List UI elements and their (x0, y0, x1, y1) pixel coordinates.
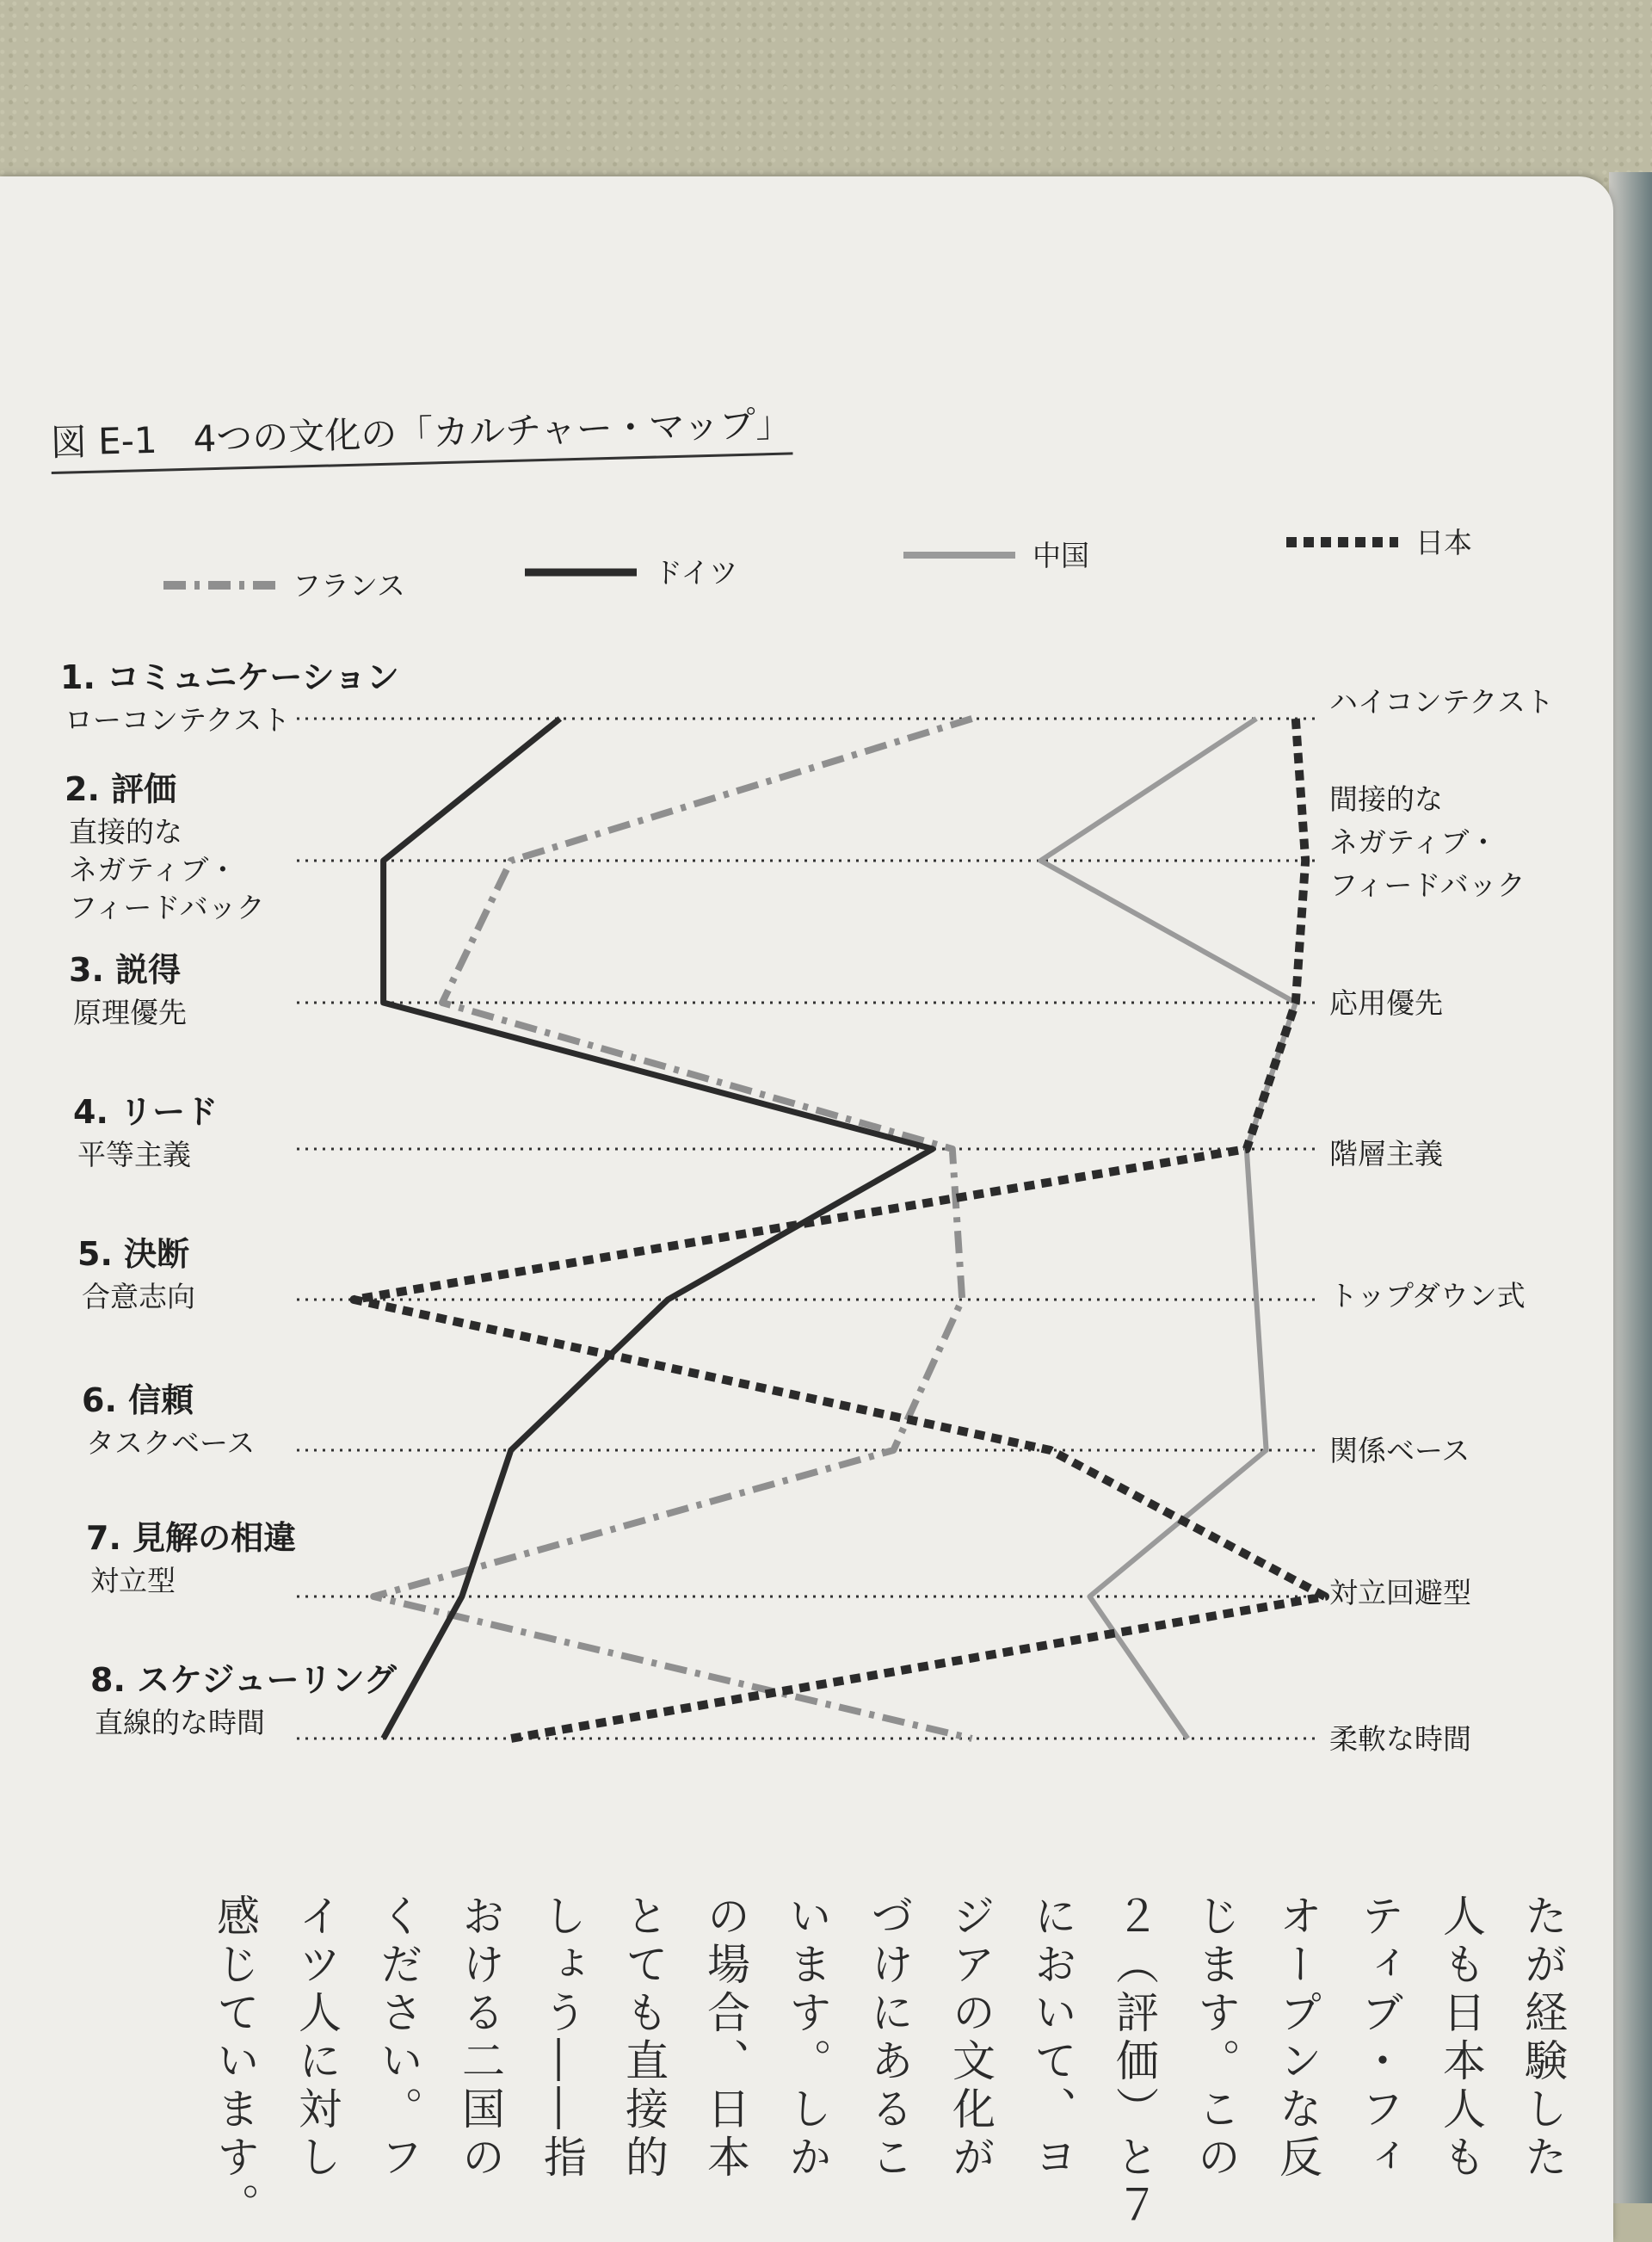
scale-left-end: タスクベース (86, 1426, 256, 1460)
scale-left-end: 平等主義 (77, 1138, 191, 1171)
scale-right-end: 応用優先 (1329, 986, 1443, 1020)
scale-left-label (90, 1661, 398, 1739)
body-text-column: オープンな反 (1273, 1893, 1322, 2183)
scale-left-label (69, 951, 187, 1029)
scale-left-label (86, 1519, 296, 1597)
body-text-column: 人も日本人も (1436, 1893, 1486, 2183)
body-text-column: たが経験した (1518, 1893, 1568, 2183)
body-text-column: イツ人に対し (292, 1893, 342, 2183)
series-line (384, 719, 933, 1739)
legend-item (903, 539, 1089, 572)
scale-right-end: 間接的な (1329, 782, 1443, 816)
body-text-column: ティブ・フィ (1354, 1893, 1404, 2183)
scale-title: 3. 説得 (69, 951, 182, 989)
body-text-column: の場合、日本 (700, 1893, 750, 2183)
figure-title: 図 E-1 4つの文化の「カルチャー・マップ」 (50, 395, 792, 474)
body-text-column: ２（評価）と７ (1109, 1893, 1159, 2231)
scale-right-end: 階層主義 (1329, 1137, 1443, 1170)
series-line (1040, 719, 1295, 1739)
scale-left-end: 原理優先 (73, 996, 187, 1029)
scale-right-end: ハイコンテクスト (1329, 685, 1555, 719)
scale-right-end: 関係ベース (1329, 1434, 1470, 1467)
legend-label: フランス (293, 569, 406, 602)
body-text-column: 感じています。 (210, 1893, 260, 2231)
scale-left-end: ネガティブ・ (69, 853, 237, 886)
scale-left-end: フィードバック (69, 891, 265, 924)
scale-left-end: 対立型 (90, 1564, 176, 1597)
body-text-column: とても直接的 (619, 1893, 669, 2183)
legend-label: 中国 (1032, 539, 1089, 572)
legend-item (163, 569, 405, 602)
body-text-column: ジアの文化が (946, 1893, 996, 2183)
legend-item (1286, 526, 1472, 559)
scale-left-end: 直接的な (69, 815, 182, 849)
body-text-column: ください。フ (373, 1893, 423, 2183)
scale-right-end: トップダウン式 (1329, 1279, 1526, 1312)
scale-right-end: 柔軟な時間 (1329, 1722, 1471, 1756)
scale-title: 7. 見解の相違 (86, 1519, 297, 1557)
legend-label: 日本 (1415, 526, 1472, 559)
scale-left-label (82, 1381, 255, 1460)
scale-left-label (77, 1235, 195, 1313)
scale-left-label (60, 658, 399, 737)
scale-right-end: 対立回避型 (1329, 1576, 1471, 1609)
body-text-column: じます。この (1191, 1893, 1241, 2183)
scale-title: 4. リード (73, 1093, 219, 1131)
scale-title: 5. 決断 (77, 1235, 190, 1273)
scale-title: 1. コミュニケーション (60, 658, 399, 696)
scale-left-end: 直線的な時間 (95, 1706, 265, 1739)
scale-left-label (65, 770, 265, 924)
scale-left-end: 合意志向 (82, 1280, 195, 1313)
scale-title: 8. スケジューリング (90, 1661, 397, 1699)
series-line (354, 719, 1325, 1739)
body-text-column: おける二国の (455, 1893, 505, 2183)
body-text-column: います。しか (782, 1893, 832, 2183)
scale-left-end: ローコンテクスト (65, 703, 291, 737)
body-text-column: づけにあるこ (864, 1893, 914, 2183)
scale-title: 2. 評価 (65, 770, 177, 808)
scale-right-end: ネガティブ・ (1329, 825, 1498, 859)
legend-item (525, 556, 737, 590)
scale-title: 6. 信頼 (82, 1381, 194, 1419)
legend-label: ドイツ (654, 556, 738, 590)
scale-right-end: フィードバック (1329, 868, 1526, 902)
body-text-column: しょう――指 (537, 1893, 587, 2183)
scale-left-label (73, 1093, 218, 1171)
body-text-column: において、ヨ (1027, 1893, 1077, 2183)
body-text (194, 1893, 1583, 2231)
